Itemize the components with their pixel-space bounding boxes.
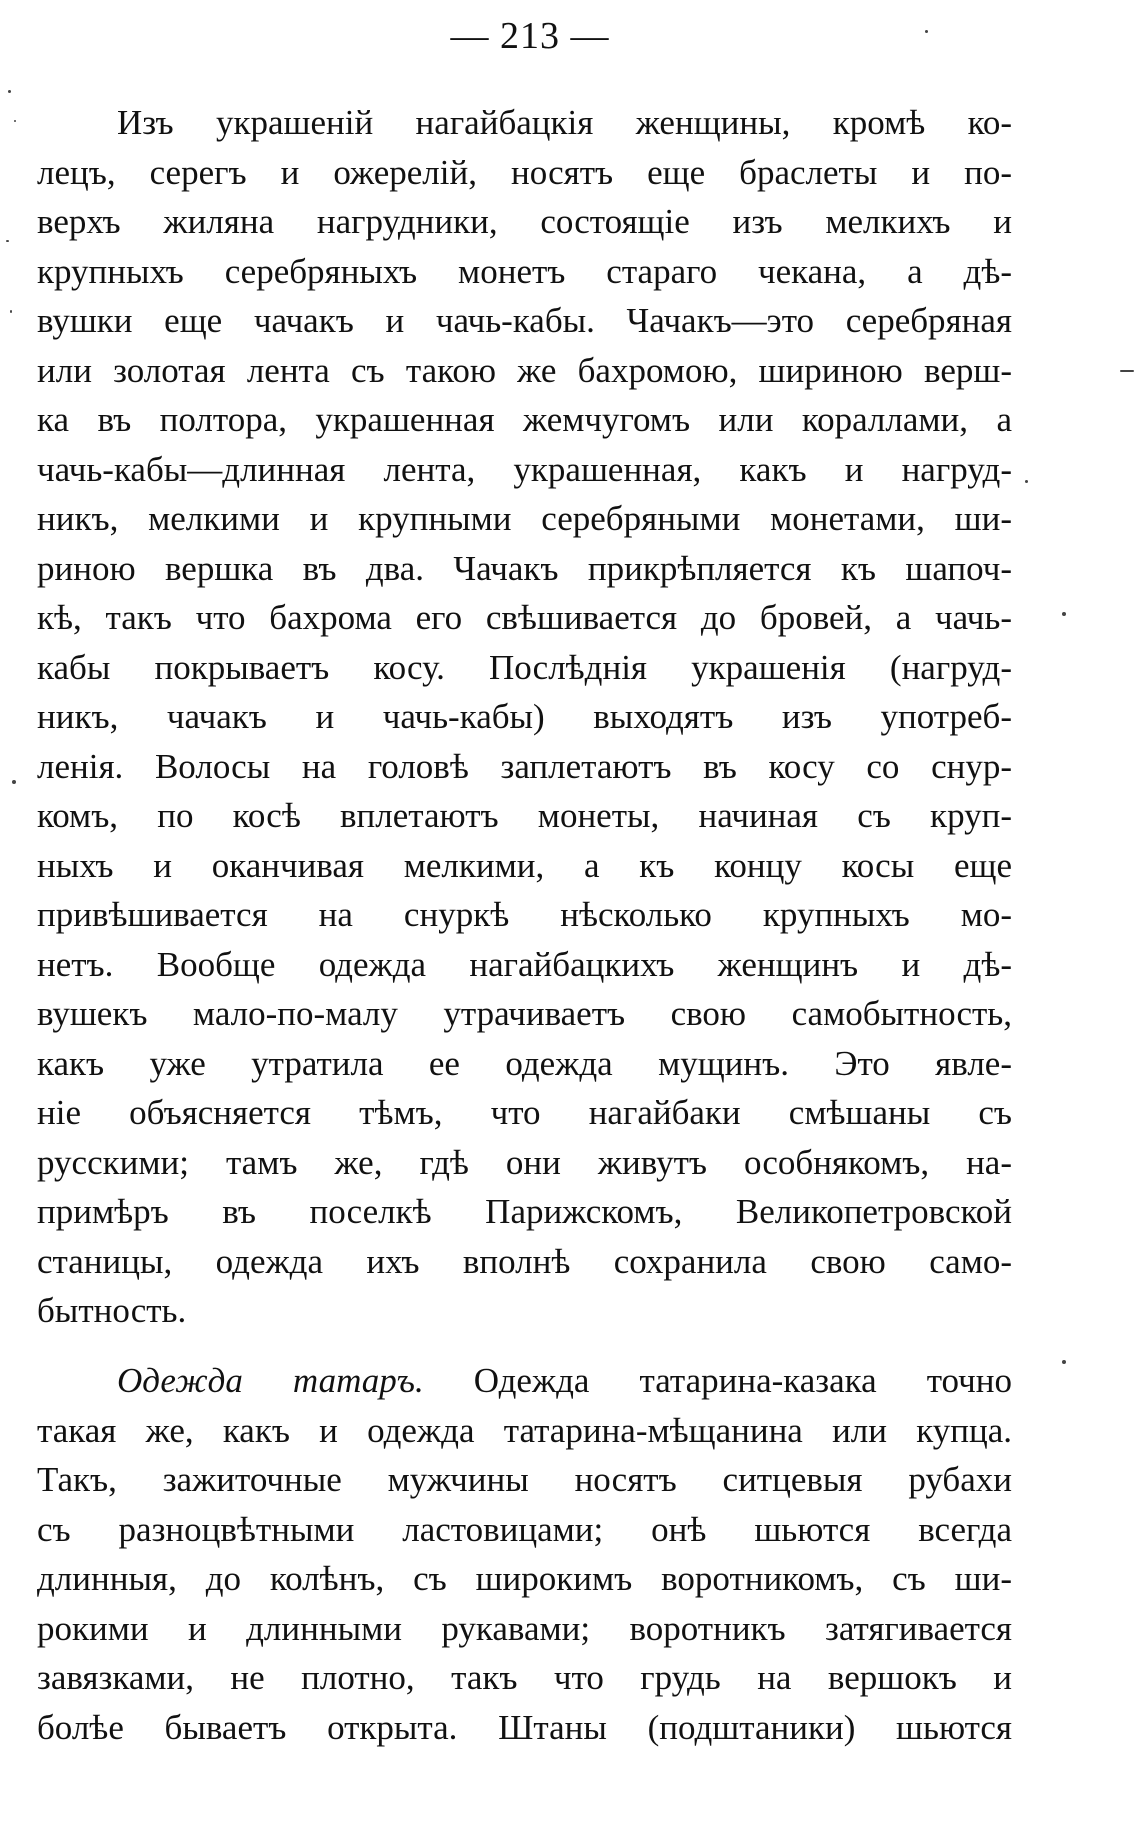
scan-speck: [1062, 612, 1066, 616]
text-line: ніе объясняется тѣмъ, что нагайбаки смѣшаны съ: [37, 1093, 1012, 1132]
text-line: лецъ, серегъ и ожерелій, носятъ еще браслеты и по-: [37, 152, 1012, 192]
text-line: ныхъ и оканчивая мелкими, а къ концу косы еще: [37, 845, 1012, 885]
text-line: риною вершка въ два. Чачакъ прикрѣпляется къ шапоч-: [37, 548, 1012, 588]
text-line: чачь-кабы—длинная лента, украшенная, какъ и нагруд-: [37, 449, 1012, 489]
scan-speck: [14, 120, 16, 122]
text-line: или золотая лента съ такою же бахромою, шириною верш-: [37, 350, 1012, 390]
text-line: Изъ украшеній нагайбацкія женщины, кромѣ ко-: [117, 103, 1012, 142]
text-line: такая же, какъ и одежда татарина-мѣщанина или купца.: [37, 1410, 1012, 1450]
paragraph-tatar-clothing: [37, 1356, 1012, 1752]
text-line: вушки еще чачакъ и чачь-кабы. Чачакъ—это серебряная: [37, 301, 1012, 340]
text-line: комъ, по косѣ вплетаютъ монеты, начиная съ круп-: [37, 796, 1012, 835]
scan-speck: [12, 780, 16, 784]
paragraph-nagaibak-ornaments: [37, 98, 1012, 1336]
text-line: [37, 1356, 1012, 1406]
text-line-rest: Одежда татарина-казака точно: [423, 1361, 1012, 1400]
scan-speck: [1120, 370, 1134, 372]
page-number: — 213 —: [450, 15, 610, 57]
scan-speck: [1062, 1360, 1066, 1364]
text-line: длинныя, до колѣнъ, съ широкимъ воротникомъ, съ ши-: [37, 1559, 1012, 1598]
text-line: верхъ жиляна нагрудники, состоящіе изъ мелкихъ и: [37, 202, 1012, 241]
scan-speck: [1025, 480, 1028, 483]
text-line: примѣръ въ поселкѣ Парижскомъ, Великопетровской: [37, 1192, 1012, 1231]
section-heading: Одежда татаръ.: [117, 1361, 424, 1400]
scan-speck: [10, 310, 12, 313]
scan-speck: [925, 30, 928, 33]
text-line: съ разноцвѣтными ластовицами; онѣ шьются всегда: [37, 1509, 1012, 1549]
text-line: ка въ полтора, украшенная жемчугомъ или кораллами, а: [37, 400, 1012, 439]
text-line: привѣшивается на снуркѣ нѣсколько крупныхъ мо-: [37, 895, 1012, 934]
text-line: Такъ, зажиточные мужчины носятъ ситцевыя рубахи: [37, 1460, 1012, 1499]
text-line: русскими; тамъ же, гдѣ они живутъ особнякомъ, на-: [37, 1142, 1012, 1182]
text-line: никъ, чачакъ и чачь-кабы) выходятъ изъ употреб-: [37, 697, 1012, 736]
text-line: станицы, одежда ихъ вполнѣ сохранила свою само-: [37, 1241, 1012, 1281]
text-line: рокими и длинными рукавами; воротникъ затягивается: [37, 1608, 1012, 1648]
text-line: завязками, не плотно, такъ что грудь на вершокъ и: [37, 1658, 1012, 1697]
text-line: бытность.: [37, 1291, 187, 1330]
text-line: кабы покрываетъ косу. Послѣднія украшенія (нагруд-: [37, 647, 1012, 687]
text-line: вушекъ мало-по-малу утрачиваетъ свою самобытность,: [37, 994, 1012, 1033]
scan-speck: [8, 90, 11, 93]
text-line: какъ уже утратила ее одежда мущинъ. Это явле-: [37, 1043, 1012, 1083]
text-line: нетъ. Вообще одежда нагайбацкихъ женщинъ и дѣ-: [37, 944, 1012, 984]
scan-speck: [6, 240, 9, 242]
text-line: кѣ, такъ что бахрома его свѣшивается до бровей, а чачь-: [37, 598, 1012, 637]
text-line: никъ, мелкими и крупными серебряными монетами, ши-: [37, 499, 1012, 538]
text-line: болѣе бываетъ открыта. Штаны (подштаники) шьются: [37, 1707, 1012, 1747]
text-line: ленія. Волосы на головѣ заплетаютъ въ косу со снур-: [37, 746, 1012, 786]
text-line: крупныхъ серебряныхъ монетъ стараго чекана, а дѣ-: [37, 251, 1012, 291]
